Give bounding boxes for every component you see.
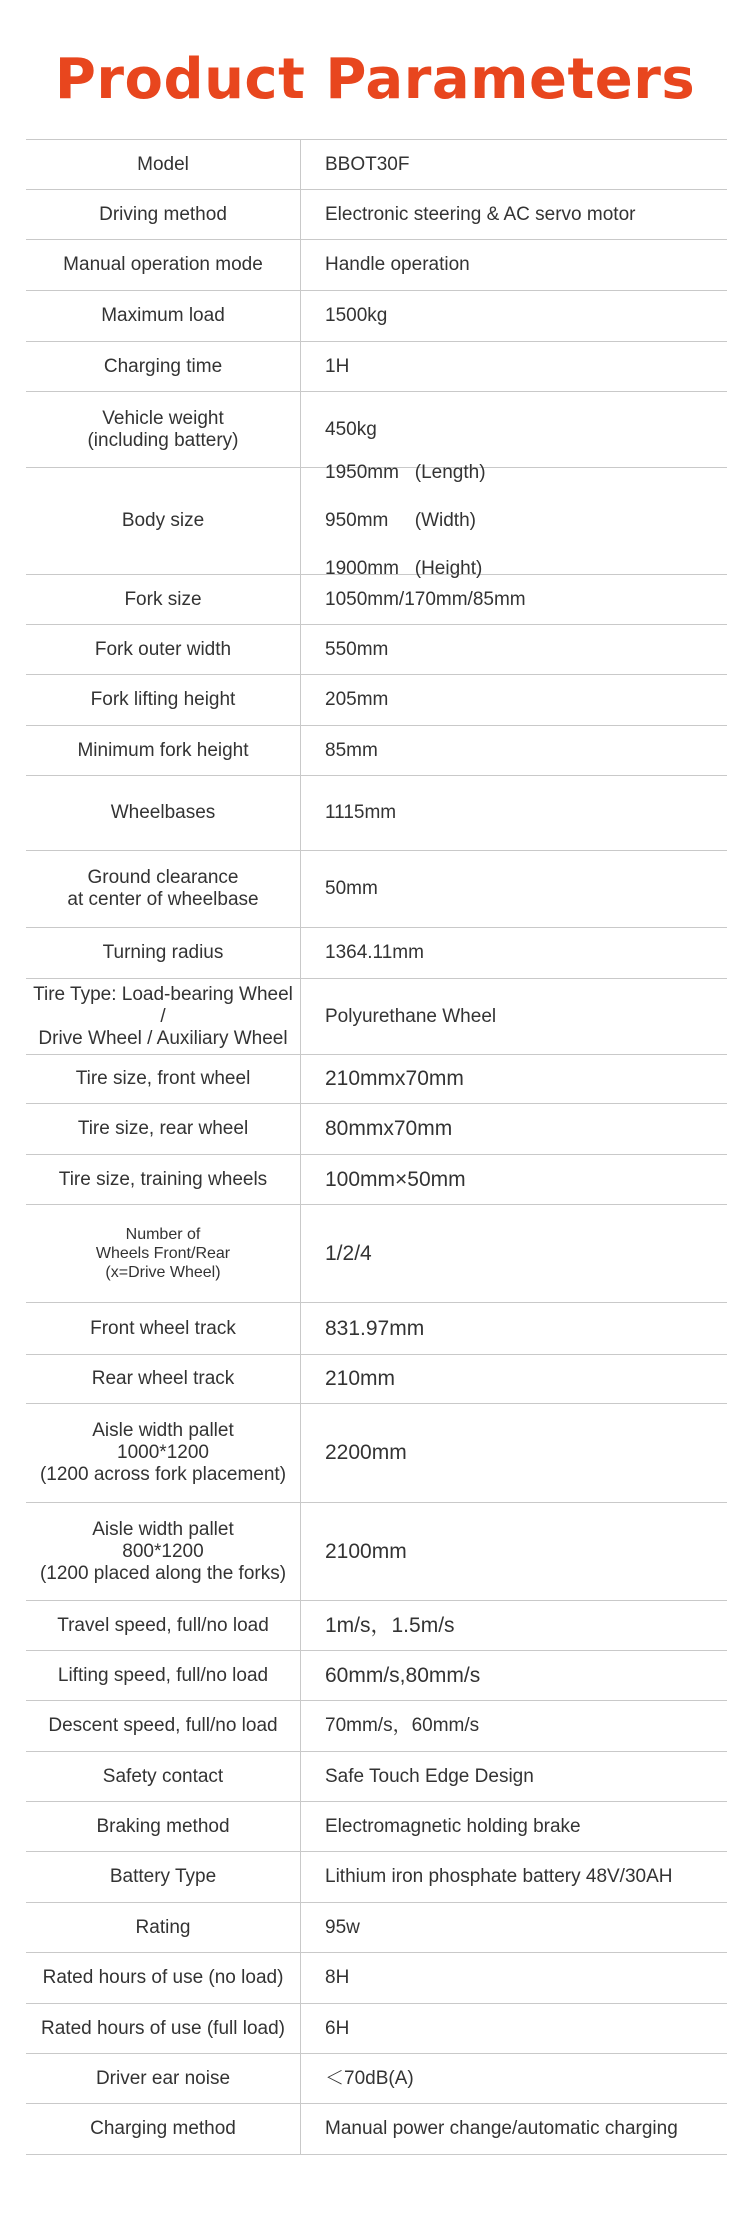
row-label: Rating bbox=[26, 1903, 301, 1952]
table-row bbox=[26, 1104, 727, 1155]
row-label: Rated hours of use (no load) bbox=[26, 1953, 301, 2003]
row-label: Rear wheel track bbox=[26, 1355, 301, 1403]
row-label: Safety contact bbox=[26, 1752, 301, 1801]
row-label: Minimum fork height bbox=[26, 726, 301, 775]
row-value: 205mm bbox=[325, 689, 389, 710]
table-row bbox=[26, 575, 727, 625]
row-label: Descent speed, full/no load bbox=[26, 1701, 301, 1751]
row-value: 1364.11mm bbox=[325, 942, 424, 963]
row-label: Braking method bbox=[26, 1802, 301, 1851]
row-value: 1/2/4 bbox=[325, 1241, 372, 1265]
row-label: Charging time bbox=[26, 342, 301, 391]
row-label: Model bbox=[26, 140, 301, 189]
table-row bbox=[26, 1055, 727, 1104]
row-value: 210mmx70mm bbox=[325, 1067, 464, 1090]
row-label: Ground clearance at center of wheelbase bbox=[26, 851, 301, 927]
row-label: Driving method bbox=[26, 190, 301, 239]
table-row bbox=[26, 979, 727, 1055]
body-width: 950mm (Width) bbox=[325, 510, 476, 531]
row-value: 1H bbox=[325, 355, 350, 377]
row-label: Fork outer width bbox=[26, 625, 301, 674]
row-value: BBOT30F bbox=[325, 153, 410, 175]
row-label: Battery Type bbox=[26, 1852, 301, 1902]
row-value: Electronic steering & AC servo motor bbox=[325, 203, 636, 225]
row-value: 80mmx70mm bbox=[325, 1117, 453, 1140]
table-row bbox=[26, 291, 727, 342]
parameters-table bbox=[26, 139, 727, 2155]
table-row bbox=[26, 1155, 727, 1205]
table-row bbox=[26, 1503, 727, 1601]
table-row bbox=[26, 1205, 727, 1303]
row-value: 450kg bbox=[325, 418, 377, 440]
table-row bbox=[26, 851, 727, 928]
table-row bbox=[26, 190, 727, 240]
row-label: Wheelbases bbox=[26, 776, 301, 850]
table-row bbox=[26, 928, 727, 979]
table-row bbox=[26, 1355, 727, 1404]
table-row bbox=[26, 462, 727, 579]
table-row bbox=[26, 240, 727, 291]
table-row bbox=[26, 1953, 727, 2004]
page-title: Product Parameters bbox=[54, 47, 696, 112]
table-row bbox=[26, 1802, 727, 1852]
row-value: 1050mm/170mm/85mm bbox=[325, 588, 526, 610]
row-label: Lifting speed, full/no load bbox=[26, 1651, 301, 1700]
row-label: Front wheel track bbox=[26, 1303, 301, 1354]
row-label: Charging method bbox=[26, 2104, 301, 2154]
table-row bbox=[26, 1601, 727, 1651]
table-row bbox=[26, 1903, 727, 1953]
row-label: Tire size, training wheels bbox=[26, 1155, 301, 1204]
table-row bbox=[26, 140, 727, 190]
row-value: Manual power change/automatic charging bbox=[325, 2118, 678, 2139]
row-value: 70mm/s，60mm/s bbox=[325, 1715, 480, 1736]
row-value: 85mm bbox=[325, 739, 378, 761]
row-value: 1500kg bbox=[325, 305, 388, 326]
row-label: Manual operation mode bbox=[26, 240, 301, 290]
row-label: Body size bbox=[26, 468, 301, 574]
row-label: Aisle width pallet 800*1200 (1200 placed along the forks) bbox=[26, 1503, 301, 1600]
row-value: Safe Touch Edge Design bbox=[325, 1765, 534, 1787]
row-value: 831.97mm bbox=[325, 1316, 425, 1340]
body-length: 1950mm (Length) bbox=[325, 462, 486, 483]
row-label: Fork lifting height bbox=[26, 675, 301, 725]
row-value: 60mm/s,80mm/s bbox=[325, 1663, 481, 1687]
table-row bbox=[26, 675, 727, 726]
row-label: Vehicle weight (including battery) bbox=[26, 392, 301, 467]
row-label: Aisle width pallet 1000*1200 (1200 across fork placement) bbox=[26, 1404, 301, 1502]
row-value: 6H bbox=[325, 2017, 350, 2039]
row-label: Tire Type: Load-bearing Wheel / Drive Wheel / Auxiliary Wheel bbox=[26, 979, 301, 1054]
table-row bbox=[26, 726, 727, 776]
row-value: ＜70dB(A) bbox=[325, 2067, 414, 2089]
table-row bbox=[26, 1701, 727, 1752]
row-value: 2200mm bbox=[325, 1441, 407, 1464]
row-label: Travel speed, full/no load bbox=[26, 1601, 301, 1650]
row-value: 95w bbox=[325, 1916, 360, 1938]
table-row bbox=[26, 1752, 727, 1802]
table-row bbox=[26, 1852, 727, 1903]
row-value: Polyurethane Wheel bbox=[325, 1005, 497, 1027]
row-label: Tire size, rear wheel bbox=[26, 1104, 301, 1154]
row-value: Lithium iron phosphate battery 48V/30AH bbox=[325, 1866, 673, 1887]
row-value: 550mm bbox=[325, 638, 389, 660]
row-value: Electromagnetic holding brake bbox=[325, 1815, 581, 1837]
row-value: Handle operation bbox=[325, 254, 470, 275]
row-label: Number of Wheels Front/Rear (x=Drive Wheel) bbox=[26, 1205, 301, 1302]
row-value: 210mm bbox=[325, 1367, 396, 1390]
body-height: 1900mm (Height) bbox=[325, 558, 483, 579]
table-row bbox=[26, 342, 727, 392]
table-row bbox=[26, 1303, 727, 1355]
row-label: Fork size bbox=[26, 575, 301, 624]
table-row bbox=[26, 776, 727, 851]
row-value: 100mm×50mm bbox=[325, 1167, 466, 1191]
table-row bbox=[26, 625, 727, 675]
table-row bbox=[26, 2004, 727, 2054]
row-label: Turning radius bbox=[26, 928, 301, 978]
row-label: Tire size, front wheel bbox=[26, 1055, 301, 1103]
table-row bbox=[26, 2054, 727, 2104]
table-row bbox=[26, 1651, 727, 1701]
table-row bbox=[26, 1404, 727, 1503]
row-label: Rated hours of use (full load) bbox=[26, 2004, 301, 2053]
row-value: 8H bbox=[325, 1967, 350, 1988]
row-value: 1115mm bbox=[325, 802, 397, 823]
row-value: 2100mm bbox=[325, 1539, 407, 1563]
row-value bbox=[301, 462, 727, 579]
row-label: Driver ear noise bbox=[26, 2054, 301, 2103]
table-row bbox=[26, 2104, 727, 2155]
row-label: Maximum load bbox=[26, 291, 301, 341]
row-value: 1m/s，1.5m/s bbox=[325, 1613, 455, 1637]
row-value: 50mm bbox=[325, 878, 378, 899]
